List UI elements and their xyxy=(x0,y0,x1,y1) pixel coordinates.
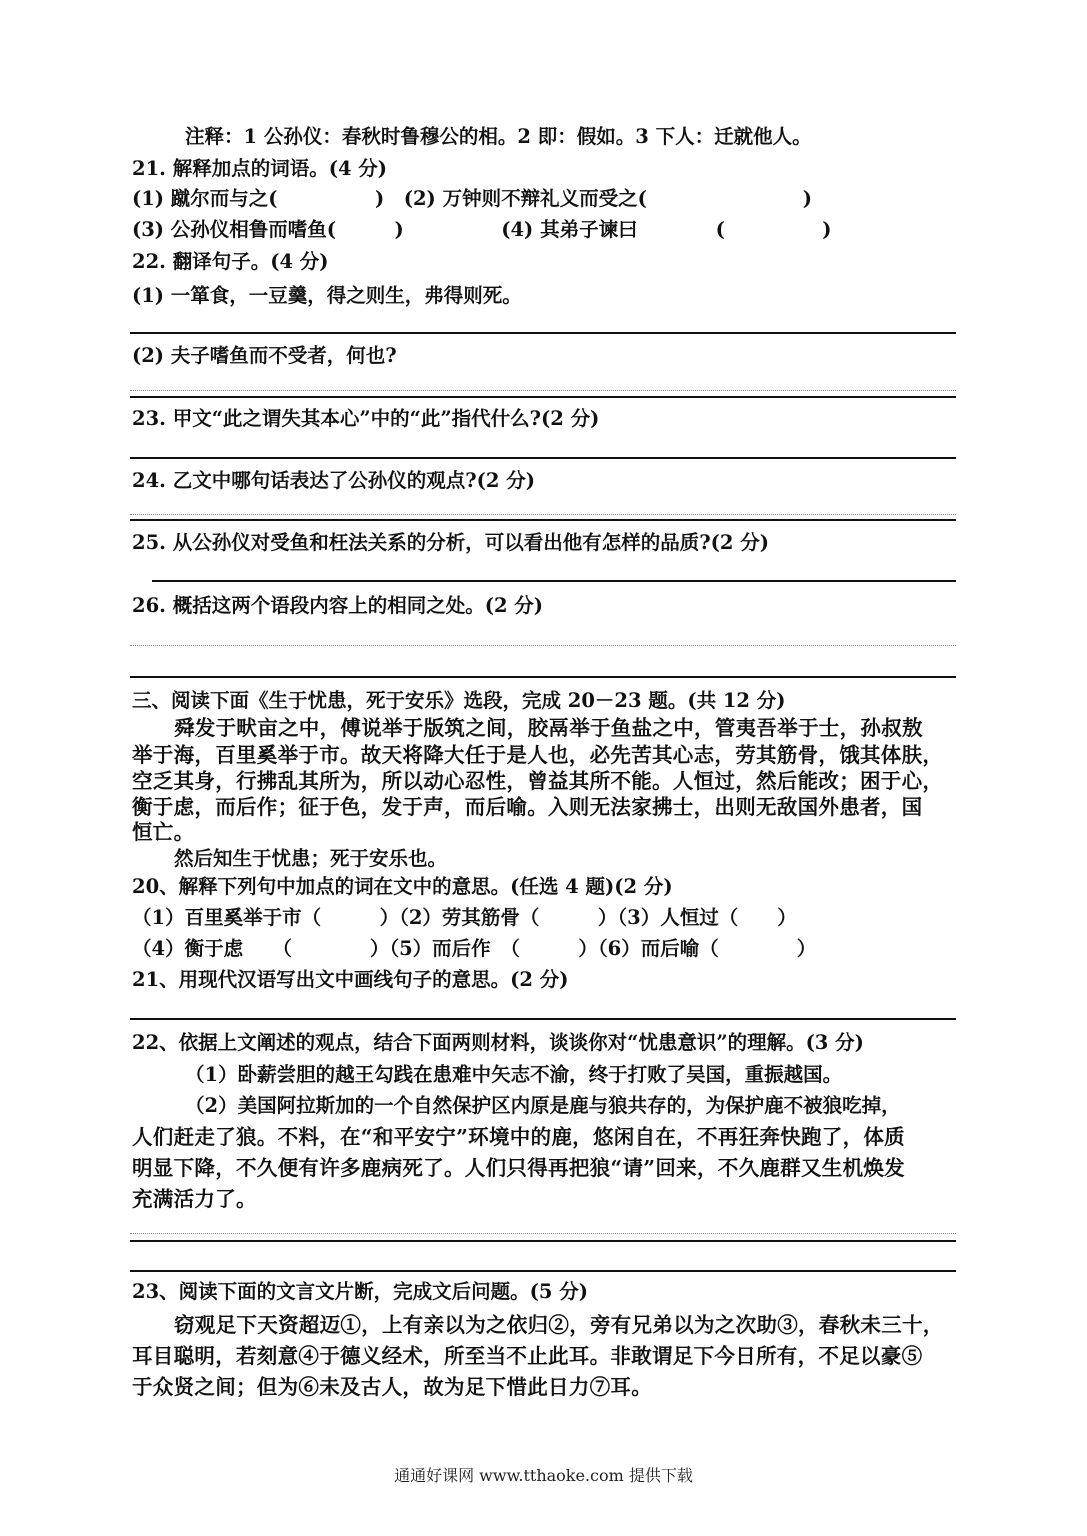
passage-line: 举于海，百里奚举于市。故天将降大任于是人也，必先苦其心志，劳其筋骨，饿其体肤， xyxy=(132,743,944,767)
question-21-title: 21. 解释加点的词语。(4 分) xyxy=(132,157,388,180)
annotation-note: 注释：1 公孙仪：春秋时鲁穆公的相。2 即：假如。3 下人：迁就他人。 xyxy=(185,125,812,148)
answer-line-dotted xyxy=(130,390,956,391)
question-22-title: 22. 翻译句子。(4 分) xyxy=(132,250,329,273)
question-23-reference: 23. 甲文“此之谓失其本心”中的“此”指代什么?(2 分) xyxy=(132,407,600,430)
classical-passage-line: 于众贤之间；但为⑥未及古人，故为足下惜此日力⑦耳。 xyxy=(132,1375,652,1399)
question-22-sentence-1: (1) 一箪食，一豆羹，得之则生，弗得则死。 xyxy=(132,284,522,307)
question-20-items-4-6: （4）衡于虑 （ ）（5）而后作 （ ）（6）而后喻（ ） xyxy=(132,937,817,960)
answer-line xyxy=(130,1240,956,1242)
answer-line xyxy=(130,457,956,459)
question-22-sentence-2: (2) 夫子嗜鱼而不受者，何也? xyxy=(132,344,397,367)
answer-line xyxy=(152,580,956,582)
answer-line-dotted xyxy=(130,645,956,646)
passage-line: 空乏其身，行拂乱其所为，所以动心忍性，曾益其所不能。人恒过，然后能改；困于心， xyxy=(132,769,944,793)
question-26-summary: 26. 概括这两个语段内容上的相同之处。(2 分) xyxy=(132,594,544,617)
question-20-title: 20、解释下列句中加点的词在文中的意思。(任选 4 题)(2 分) xyxy=(132,875,673,898)
question-20-items-1-3: （1）百里奚举于市（ ）（2）劳其筋骨（ ）（3）人恒过（ ） xyxy=(132,906,797,929)
answer-line xyxy=(130,519,956,521)
answer-line xyxy=(130,332,956,334)
question-24-viewpoint: 24. 乙文中哪句话表达了公孙仪的观点?(2 分) xyxy=(132,469,535,492)
material-2-line: 充满活力了。 xyxy=(132,1187,257,1211)
material-2-line: 人们赶走了狼。不料，在“和平安宁”环境中的鹿，悠闲自在，不再狂奔快跑了，体质 xyxy=(132,1125,905,1149)
passage-line: 衡于虑，而后作；征于色，发于声，而后喻。入则无法家拂士，出则无敌国外患者，国 xyxy=(132,795,923,819)
passage-line: 恒亡。 xyxy=(132,820,195,844)
classical-passage-line: 窃观足下天资超迈①，上有亲以为之依归②，旁有兄弟以为之次助③，春秋未三十， xyxy=(174,1313,944,1337)
section-3-title: 三、阅读下面《生于忧患，死于安乐》选段，完成 20－23 题。(共 12 分) xyxy=(132,689,786,712)
material-1: （1）卧薪尝胆的越王勾践在患难中矢志不渝，终于打败了吴国，重振越国。 xyxy=(185,1063,843,1086)
question-23-classical: 23、阅读下面的文言文片断，完成文后问题。(5 分) xyxy=(132,1280,588,1303)
page-footer: 通通好课网 www.tthaoke.com 提供下载 xyxy=(394,1466,693,1485)
question-22-awareness: 22、依据上文阐述的观点，结合下面两则材料，谈谈你对“忧患意识”的理解。(3 分) xyxy=(132,1031,864,1054)
answer-line xyxy=(130,396,956,398)
answer-line xyxy=(130,676,956,678)
answer-line xyxy=(130,1018,956,1020)
question-21-translate: 21、用现代汉语写出文中画线句子的意思。(2 分) xyxy=(132,968,569,991)
passage-conclusion: 然后知生于忧患；死于安乐也。 xyxy=(174,847,448,870)
classical-passage-line: 耳目聪明，若刻意④于德义经术，所至当不止此耳。非敢谓足下今日所有，不足以豪⑤ xyxy=(132,1344,923,1368)
question-21-items-1-2: (1) 蹴尔而与之( ) (2) 万钟则不辩礼义而受之( ) xyxy=(132,187,813,210)
question-21-items-3-4: (3) 公孙仪相鲁而嗜鱼( ) (4) 其弟子谏曰 ( ) xyxy=(132,218,832,241)
material-2: （2）美国阿拉斯加的一个自然保护区内原是鹿与狼共存的，为保护鹿不被狼吃掉， xyxy=(185,1094,901,1117)
passage-line: 舜发于畎亩之中，傅说举于版筑之间，胶鬲举于鱼盐之中，管夷吾举于士，孙叔敖 xyxy=(174,716,923,740)
material-2-line: 明显下降，不久便有许多鹿病死了。人们只得再把狼“请”回来，不久鹿群又生机焕发 xyxy=(132,1156,905,1180)
answer-line xyxy=(130,1270,956,1272)
answer-line-dotted xyxy=(130,514,956,515)
question-25-character: 25. 从公孙仪对受鱼和枉法关系的分析，可以看出他有怎样的品质?(2 分) xyxy=(132,531,769,554)
answer-line-dotted xyxy=(130,1233,956,1234)
